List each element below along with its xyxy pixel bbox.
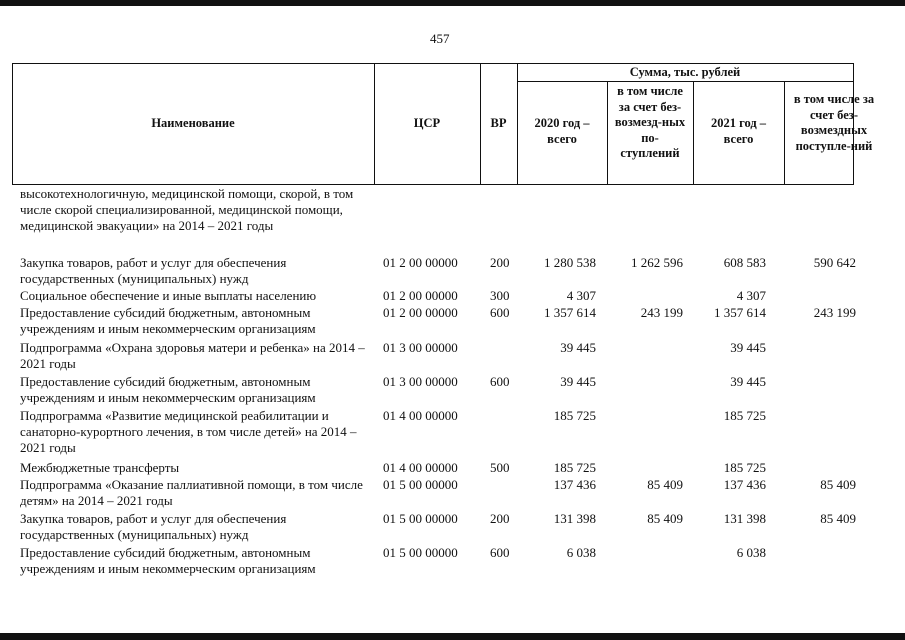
- row-name: Подпрограмма «Охрана здоровья матери и ребенка» на 2014 – 2021 годы: [20, 340, 365, 371]
- header-group-rule: [517, 81, 853, 82]
- row-2021-total: 6 038: [736, 545, 766, 560]
- row-2020-total: 131 398: [553, 511, 596, 526]
- row-name: Подпрограмма «Развитие медицинской реабилитации и санаторно-курортного лечения, в том числе детей» на 2014 – 2021 годы: [20, 408, 357, 455]
- row-csr: 01 4 00 00000: [383, 460, 458, 475]
- row-2021-total: 4 307: [736, 288, 766, 303]
- row-csr: 01 3 00 00000: [383, 374, 458, 389]
- row-vr: 300: [490, 288, 510, 303]
- row-csr: 01 4 00 00000: [383, 408, 458, 423]
- row-vr: 200: [490, 255, 510, 270]
- row-name: высокотехнологичную, медицинской помощи, скорой, в том числе скорой специализированной, медицинской помощи, медицинской эвакуации» на 2014 – 2021 годы: [20, 186, 354, 233]
- row-2020-total: 1 280 538: [544, 255, 596, 270]
- row-vr: 500: [490, 460, 510, 475]
- row-name: Закупка товаров, работ и услуг для обеспечения государственных (муниципальных) нужд: [20, 511, 287, 542]
- row-name: Межбюджетные трансферты: [20, 460, 180, 475]
- page-number: 457: [430, 31, 450, 46]
- row-2020-total: 185 725: [553, 460, 596, 475]
- row-2020-free: 243 199: [640, 305, 683, 320]
- row-2021-total: 608 583: [723, 255, 766, 270]
- row-name: Предоставление субсидий бюджетным, автономным учреждениям и иным некоммерческим организациям: [20, 374, 316, 405]
- top-border: [0, 0, 905, 6]
- header-vr: ВР: [490, 116, 507, 130]
- row-csr: 01 2 00 00000: [383, 288, 458, 303]
- row-vr: 600: [490, 374, 510, 389]
- row-vr: 600: [490, 545, 510, 560]
- col-divider: [784, 81, 785, 185]
- row-csr: 01 3 00 00000: [383, 340, 458, 355]
- row-2020-total: 4 307: [566, 288, 596, 303]
- row-2020-total: 185 725: [553, 408, 596, 423]
- row-2021-total: 185 725: [723, 408, 766, 423]
- row-csr: 01 5 00 00000: [383, 511, 458, 526]
- col-divider: [607, 81, 608, 185]
- row-2020-total: 137 436: [553, 477, 596, 492]
- row-2021-total: 185 725: [723, 460, 766, 475]
- row-2021-total: 137 436: [723, 477, 766, 492]
- row-name: Предоставление субсидий бюджетным, автономным учреждениям и иным некоммерческим организациям: [20, 305, 316, 336]
- row-csr: 01 5 00 00000: [383, 545, 458, 560]
- row-csr: 01 2 00 00000: [383, 255, 458, 270]
- row-name: Подпрограмма «Оказание паллиативной помощи, в том числе детям» на 2014 – 2021 годы: [20, 477, 363, 508]
- row-name: Предоставление субсидий бюджетным, автономным учреждениям и иным некоммерческим организациям: [20, 545, 316, 576]
- row-vr: 600: [490, 305, 510, 320]
- bottom-border: [0, 633, 905, 640]
- header-2021-total: 2021 год – всего: [710, 116, 767, 146]
- col-divider: [517, 63, 518, 185]
- header-2021-free: в том числе за счет без-возмездных поступле-ний: [793, 92, 875, 153]
- row-2021-free: 590 642: [813, 255, 856, 270]
- row-2020-free: 85 409: [647, 511, 683, 526]
- row-2021-free: 85 409: [820, 477, 856, 492]
- row-2020-total: 39 445: [560, 340, 596, 355]
- row-2021-total: 39 445: [730, 374, 766, 389]
- header-bottom-rule: [12, 184, 853, 185]
- header-top-rule: [12, 63, 853, 64]
- row-2021-free: 85 409: [820, 511, 856, 526]
- row-vr: 200: [490, 511, 510, 526]
- header-sum-group: Сумма, тыс. рублей: [629, 65, 741, 79]
- header-name: Наименование: [151, 116, 235, 130]
- row-csr: 01 2 00 00000: [383, 305, 458, 320]
- row-2020-total: 39 445: [560, 374, 596, 389]
- row-2021-total: 1 357 614: [714, 305, 766, 320]
- row-name: Социальное обеспечение и иные выплаты населению: [20, 288, 317, 303]
- row-2021-total: 39 445: [730, 340, 766, 355]
- row-2020-free: 1 262 596: [631, 255, 683, 270]
- header-2020-free: в том числе за счет без-возмезд-ных по-ступлений: [614, 84, 686, 160]
- row-name: Закупка товаров, работ и услуг для обеспечения государственных (муниципальных) нужд: [20, 255, 287, 286]
- header-2020-total: 2020 год – всего: [534, 116, 590, 146]
- col-divider: [693, 81, 694, 185]
- header-csr: ЦСР: [413, 116, 441, 130]
- row-2020-total: 1 357 614: [544, 305, 596, 320]
- row-2021-total: 131 398: [723, 511, 766, 526]
- row-2020-total: 6 038: [566, 545, 596, 560]
- row-csr: 01 5 00 00000: [383, 477, 458, 492]
- row-2020-free: 85 409: [647, 477, 683, 492]
- row-2021-free: 243 199: [813, 305, 856, 320]
